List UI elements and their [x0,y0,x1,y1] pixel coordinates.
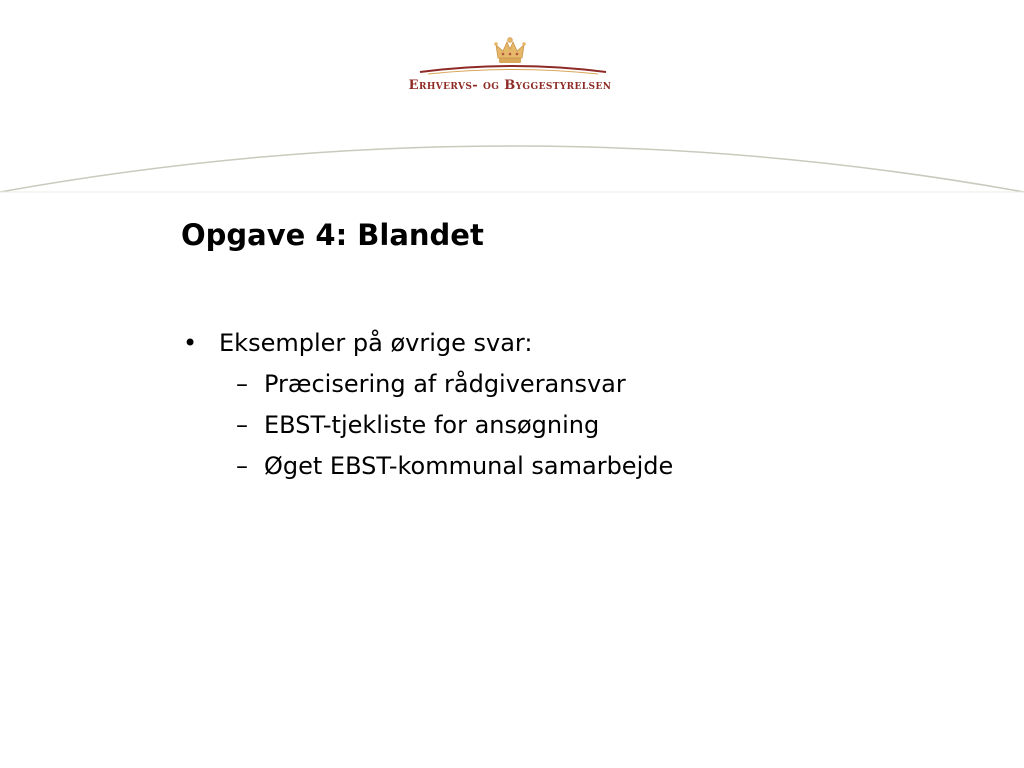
sub-item-list [181,364,941,487]
sub-item-text: Øget EBST-kommunal samarbejde [264,452,674,480]
sub-item [181,364,941,405]
bullet-icon: • [183,329,198,357]
bullet-text: Eksempler på øvrige svar: [219,329,533,357]
header-arc [0,130,1024,200]
dash-icon: – [236,411,248,439]
logo-text: Erhvervs- og Byggestyrelsen [408,78,612,93]
sub-item-text: EBST-tjekliste for ansøgning [264,411,600,439]
slide-content [181,323,941,487]
dash-icon: – [236,452,248,480]
sub-item-text: Præcisering af rådgiveransvar [264,370,626,398]
logo-decoration [418,62,608,76]
slide-title: Opgave 4: Blandet [181,218,484,252]
sub-item [181,446,941,487]
bullet-item [181,323,941,364]
sub-item [181,405,941,446]
slide-header [0,0,1024,200]
dash-icon: – [236,370,248,398]
